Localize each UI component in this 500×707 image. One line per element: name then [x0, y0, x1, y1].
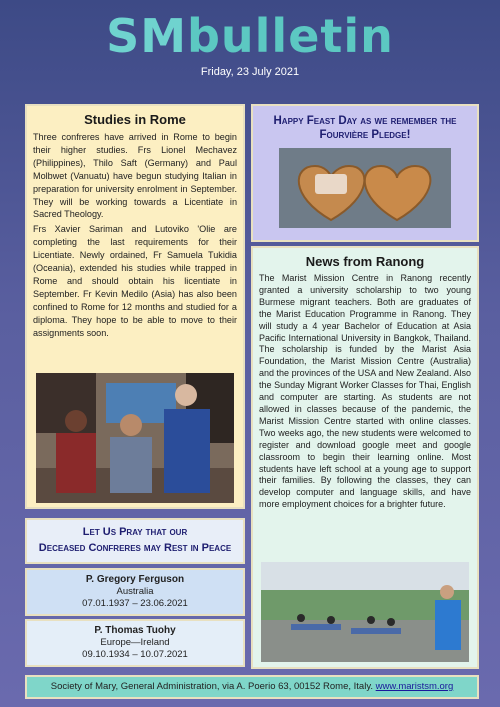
feast-title-line-1: Happy Feast Day as we remember the	[273, 115, 457, 127]
studies-in-rome-article	[25, 104, 245, 509]
deceased-place: Australia	[116, 586, 154, 597]
rome-title: Studies in Rome	[84, 112, 186, 127]
deceased-place: Europe—Ireland	[100, 637, 170, 648]
deceased-dates: 09.10.1934 – 10.07.2021	[82, 649, 188, 660]
issue-date: Friday, 23 July 2021	[200, 66, 300, 78]
logo-sm: SM	[106, 9, 187, 63]
ranong-title: News from Ranong	[305, 254, 425, 269]
deceased-name: P. Gregory Ferguson	[85, 574, 185, 585]
footer	[25, 675, 479, 699]
rome-paragraph-2: Frs Xavier Sariman and Lutoviko 'Olie are completing the last requirements for their Licentiate. Newly ordained, Fr Samuela Tukidia (Oceania), extended his studies while trapped in Rome and should obtain his licentiate in September. Fr Kevin Medilo (Asia) has also been confined to Rome for 12 months and studied for a diploma. They hope to be able to move to their assignments soon.	[33, 224, 237, 338]
let-us-pray-box	[25, 518, 245, 564]
ranong-classroom-photo	[261, 562, 469, 662]
deceased-entry	[25, 568, 245, 616]
sm-bulletin-logo	[106, 8, 394, 64]
masthead	[0, 8, 500, 64]
ranong-body: The Marist Mission Centre in Ranong recently granted a university scholarship to two young Burmese migrant teachers. Both are graduates of the Marist Education Programme in Ranong. They will study a 4 year Bachelor of Education at Asia Pacific International University in Bangkok, Thailand. The scholarship is funded by the Marist Asia Foundation, the Marist Mission Centre (Australia) and the provinces of the USA and New Zealand. Also the Sunday Migrant Worker Classes for Thai, English and computer are starting. As students are not allowed in classes because of the pandemic, the Marist Mission Centre started with online classes. Two weeks ago, the new students were welcomed to register and download google meet and google classroom to begin their learning online. Most students have left school at a young age to support their families. By following the classes, they can develop computer and language skills, and have more employment choices for a brighter future.	[259, 273, 471, 510]
footer-address: Society of Mary, General Administration, via A. Poerio 63, 00152 Rome, Italy.	[50, 681, 374, 692]
rome-paragraph-1: Three confreres have arrived in Rome to begin their higher studies. Frs Lionel Mechavez (Philippines), Thilo Saft (Germany) and Paul Molbwet (Vanuatu) have begun studying Italian in preparation for university enrolment in September. They will be working towards a Licentiate in Sacred Theology.	[33, 132, 237, 220]
deceased-entry	[25, 619, 245, 667]
rome-confreres-photo	[36, 373, 234, 503]
news-from-ranong-article	[251, 246, 479, 669]
pray-line-1: Let Us Pray that our	[82, 526, 188, 538]
feast-day-box	[251, 104, 479, 242]
deceased-dates: 07.01.1937 – 23.06.2021	[82, 598, 188, 609]
pray-line-2: Deceased Confreres may Rest in Peace	[38, 542, 232, 554]
deceased-name: P. Thomas Tuohy	[94, 625, 176, 636]
footer-website-link[interactable]: www.maristsm.org	[375, 681, 454, 692]
hearts-photo	[279, 148, 451, 228]
feast-title-line-2: Fourvière Pledge!	[319, 129, 411, 141]
logo-bulletin: bulletin	[186, 9, 394, 63]
feast-title	[257, 114, 473, 142]
